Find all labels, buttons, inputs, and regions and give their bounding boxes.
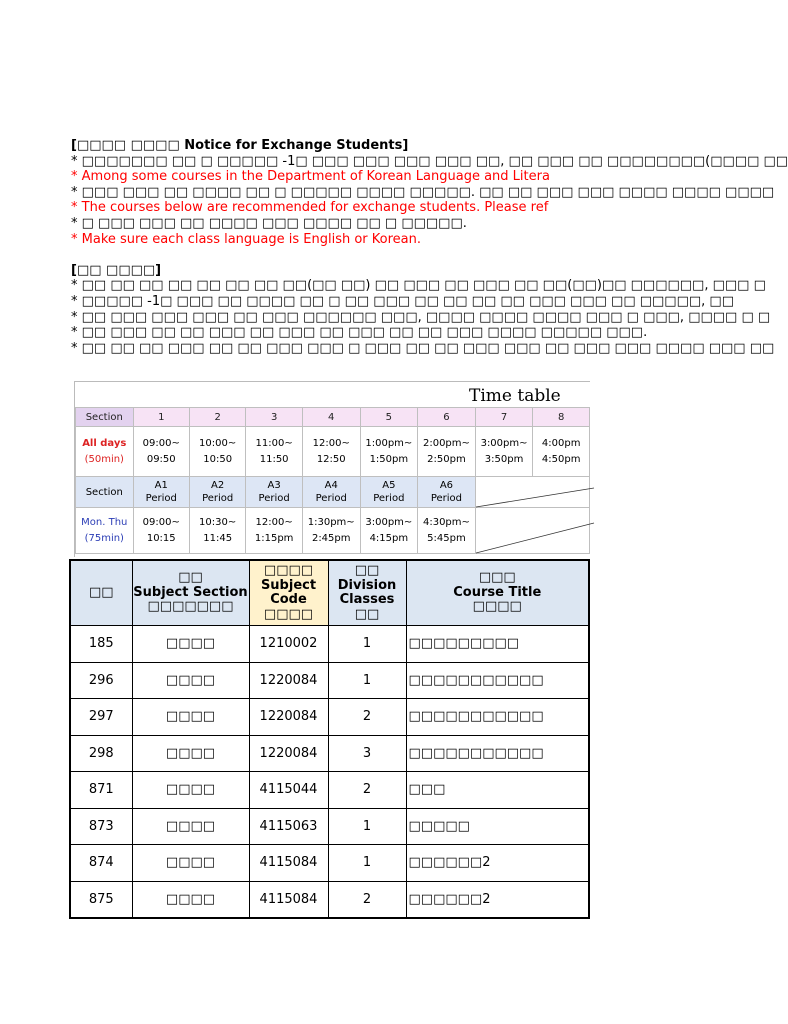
- header-no: □□: [70, 560, 132, 626]
- table-row: [70, 808, 589, 845]
- cell-title: □□□□□: [406, 808, 589, 845]
- section-label: Section: [76, 408, 134, 427]
- time-slot: 10:00~ 10:50: [189, 427, 245, 477]
- time-slot: 1:30pm~ 2:45pm: [302, 508, 360, 554]
- period-cell: A3 Period: [246, 477, 303, 508]
- all-days-label: All days (50min): [76, 427, 134, 477]
- header-division: □□ Division Classes □□: [328, 560, 406, 626]
- section-number: 6: [418, 408, 476, 427]
- cell-title: □□□□□□□□□□□: [406, 662, 589, 699]
- time-slot: 11:00~ 11:50: [246, 427, 303, 477]
- notice-line: * The courses below are recommended for exchange students. Please ref: [71, 200, 549, 216]
- section-number: 5: [360, 408, 418, 427]
- cell-section: □□□□: [132, 881, 249, 918]
- time-slot: 12:00~ 12:50: [302, 427, 360, 477]
- empty-diagonal-cell: [475, 508, 589, 554]
- cell-code: 4115044: [249, 772, 328, 809]
- time-slot: 3:00pm~ 3:50pm: [475, 427, 533, 477]
- cell-no: 185: [70, 626, 132, 663]
- cell-division: 2: [328, 881, 406, 918]
- empty-diagonal-cell: [475, 477, 589, 508]
- mon-thu-row: [76, 508, 590, 554]
- time-table: [74, 381, 590, 557]
- cell-code: 1210002: [249, 626, 328, 663]
- notice-line: * Make sure each class language is English or Korean.: [71, 231, 422, 247]
- cell-section: □□□□: [132, 772, 249, 809]
- section-row: [76, 408, 590, 427]
- time-slot: 1:00pm~ 1:50pm: [360, 427, 418, 477]
- cell-section: □□□□: [132, 808, 249, 845]
- cell-no: 873: [70, 808, 132, 845]
- cell-no: 297: [70, 699, 132, 736]
- notice-line: * □□□ □□□ □□ □□□□ □□ □ □□□□□ □□□□ □□□□□. □□ □□ □□□ □□□ □□□□ □□□□ □□□□: [71, 184, 775, 200]
- period-row: [76, 477, 590, 508]
- period-cell: A6 Period: [418, 477, 476, 508]
- time-table-grid: [75, 407, 590, 554]
- cell-title: □□□□□□□□□: [406, 626, 589, 663]
- cell-section: □□□□: [132, 626, 249, 663]
- header-title: □□□ Course Title □□□□: [406, 560, 589, 626]
- period-cell: A1 Period: [133, 477, 189, 508]
- cell-title: □□□□□□□□□□□: [406, 735, 589, 772]
- cell-no: 298: [70, 735, 132, 772]
- cell-section: □□□□: [132, 662, 249, 699]
- cell-no: 874: [70, 845, 132, 882]
- time-table-title: Time table: [469, 386, 561, 406]
- table-row: [70, 881, 589, 918]
- notice-line: * □□□□□□□ □□ □ □□□□□ -1□ □□□ □□□ □□□ □□□ □□, □□ □□□ □□ □□□□□□□□(□□□□ □□: [71, 153, 788, 169]
- header-code: □□□□ Subject Code □□□□: [249, 560, 328, 626]
- time-slot: 12:00~ 1:15pm: [246, 508, 303, 554]
- notice-heading: [□□□□ □□□□ Notice for Exchange Students]: [71, 138, 409, 153]
- cell-division: 2: [328, 699, 406, 736]
- cell-code: 1220084: [249, 699, 328, 736]
- period-cell: A2 Period: [189, 477, 245, 508]
- table-row: [70, 735, 589, 772]
- cell-division: 1: [328, 662, 406, 699]
- cell-code: 1220084: [249, 662, 328, 699]
- cell-division: 2: [328, 772, 406, 809]
- cell-section: □□□□: [132, 699, 249, 736]
- time-slot: 10:30~ 11:45: [189, 508, 245, 554]
- cell-title: □□□□□□□□□□□: [406, 699, 589, 736]
- section-label: Section: [76, 477, 134, 508]
- section-number: 3: [246, 408, 303, 427]
- mon-thu-label: Mon. Thu (75min): [76, 508, 134, 554]
- table-row: [70, 699, 589, 736]
- header-section: □□ Subject Section □□□□□□□: [132, 560, 249, 626]
- time-slot: 3:00pm~ 4:15pm: [360, 508, 418, 554]
- cell-section: □□□□: [132, 845, 249, 882]
- period-cell: A4 Period: [302, 477, 360, 508]
- notice-line: * □□ □□ □□ □□ □□ □□ □□ □□(□□ □□) □□ □□□ □□ □□□ □□ □□(□□)□□ □□□□□□, □□□ □: [71, 278, 766, 294]
- notice-block: [71, 138, 788, 356]
- section-number: 8: [533, 408, 590, 427]
- time-slot: 2:00pm~ 2:50pm: [418, 427, 476, 477]
- section-number: 2: [189, 408, 245, 427]
- cell-title: □□□□□□2: [406, 845, 589, 882]
- cell-section: □□□□: [132, 735, 249, 772]
- notice-line: * □□ □□□ □□□ □□□ □□ □□□ □□□□□□ □□□, □□□□ □□□□ □□□□ □□□ □ □□□, □□□□ □ □: [71, 309, 771, 325]
- cell-title: □□□□□□2: [406, 881, 589, 918]
- section-number: 4: [302, 408, 360, 427]
- period-cell: A5 Period: [360, 477, 418, 508]
- table-header-row: [70, 560, 589, 626]
- notice-line: * □□ □□□ □□ □□ □□□ □□ □□□ □□ □□□ □□ □□ □□□ □□□□ □□□□□ □□□.: [71, 325, 648, 341]
- cell-code: 1220084: [249, 735, 328, 772]
- notice-line: * □□ □□ □□ □□□ □□ □□ □□□ □□□ □ □□□ □□ □□ □□□ □□□ □□ □□□ □□□ □□□□ □□□ □□: [71, 340, 775, 356]
- cell-division: 1: [328, 808, 406, 845]
- cell-division: 1: [328, 845, 406, 882]
- table-row: [70, 772, 589, 809]
- notice-line: * □ □□□ □□□ □□ □□□□ □□□ □□□□ □□ □ □□□□□.: [71, 215, 467, 231]
- cell-no: 871: [70, 772, 132, 809]
- notice-heading-2: [□□ □□□□]: [71, 262, 162, 278]
- cell-title: □□□: [406, 772, 589, 809]
- cell-no: 875: [70, 881, 132, 918]
- time-slot: 09:00~ 10:15: [133, 508, 189, 554]
- table-row: [70, 626, 589, 663]
- cell-code: 4115084: [249, 845, 328, 882]
- course-table: [69, 559, 590, 919]
- time-slot: 4:30pm~ 5:45pm: [418, 508, 476, 554]
- cell-no: 296: [70, 662, 132, 699]
- cell-division: 1: [328, 626, 406, 663]
- section-number: 1: [133, 408, 189, 427]
- time-slot: 09:00~ 09:50: [133, 427, 189, 477]
- section-number: 7: [475, 408, 533, 427]
- table-row: [70, 662, 589, 699]
- cell-division: 3: [328, 735, 406, 772]
- cell-code: 4115063: [249, 808, 328, 845]
- notice-line: * □□□□□ -1□ □□□ □□ □□□□ □□ □ □□ □□□ □□ □□ □□ □□ □□□ □□□ □□ □□□□□, □□: [71, 293, 734, 309]
- cell-code: 4115084: [249, 881, 328, 918]
- all-days-row: [76, 427, 590, 477]
- table-row: [70, 845, 589, 882]
- time-slot: 4:00pm 4:50pm: [533, 427, 590, 477]
- notice-line: * Among some courses in the Department of Korean Language and Litera: [71, 169, 550, 185]
